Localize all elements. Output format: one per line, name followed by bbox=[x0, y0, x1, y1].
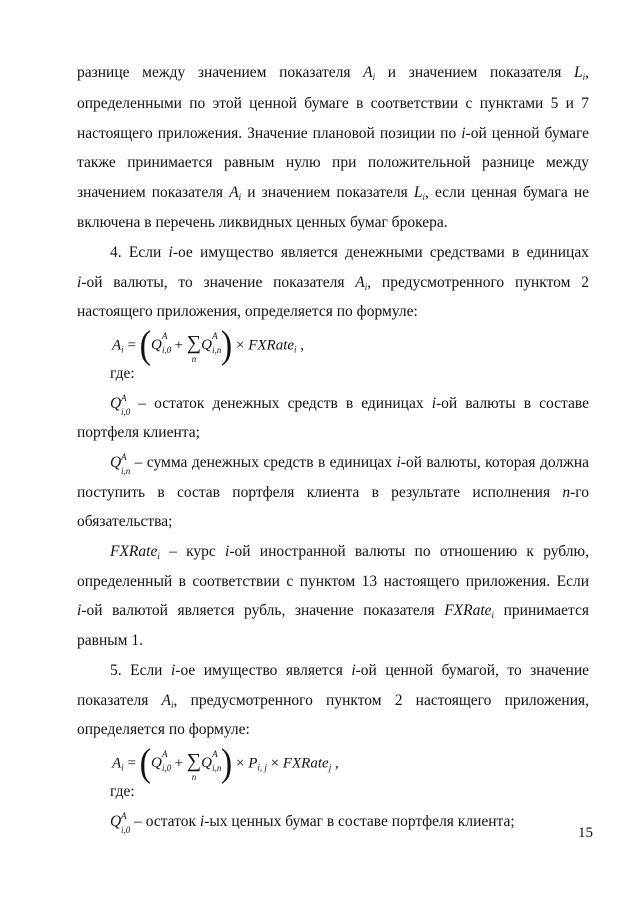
text-line-1: разнице между значением показателя $A_i$ и значением показателя $L_i$, bbox=[77, 64, 590, 82]
paragraph-4-line-3: настоящего приложения, определяется по формуле: bbox=[77, 303, 418, 320]
text-line-6: включена в перечень ликвидных ценных бумаг брокера. bbox=[77, 214, 448, 231]
def-q0-securities: Q A i,0 – остаток i-ых ценных бумаг в составе портфеля клиента; bbox=[110, 811, 515, 835]
def-q0-line-1: Q A i,0 – остаток денежных средств в единицах i-ой валюты в составе bbox=[110, 393, 589, 417]
page-number: 15 bbox=[578, 825, 593, 841]
def-fxrate-line-4: равным 1. bbox=[77, 632, 143, 649]
text-line-3: настоящего приложения. Значение плановой позиции по i-ой ценной бумаге bbox=[77, 125, 589, 142]
text-line-2: определенными по этой ценной бумаге в соответствии с пунктами 5 и 7 bbox=[77, 95, 589, 112]
formula-securities: $A_i = (Q$ A i,0 + ∑ n Q A i,n ) × $P_{i, j}$ × FXRate$_j$ , bbox=[112, 742, 339, 785]
def-fxrate-line-1: FXRate$_i$ – курс i-ой иностранной валюты по отношению к рублю, bbox=[110, 543, 589, 561]
def-fxrate-line-2: определенный в соответствии с пунктом 13 настоящего приложения. Если bbox=[77, 573, 589, 590]
formula-cash: $A_i = (Q$ A i,0 + ∑ n Q A i,n ) × FXRate$_i$ , bbox=[112, 324, 305, 367]
paragraph-5-line-3: определяется по формуле: bbox=[77, 721, 250, 738]
text-line-4: также принимается равным нулю при положительной разнице между bbox=[77, 154, 589, 171]
text-line-5: значением показателя $A_i$ и значением показателя $L_i$, если ценная бумага не bbox=[77, 184, 590, 202]
def-qn-line-3: обязательства; bbox=[77, 513, 173, 530]
paragraph-4-line-1: 4. Если i-ое имущество является денежными средствами в единицах bbox=[110, 244, 589, 261]
def-qn-line-1: Q A i,n – сумма денежных средств в единицах i-ой валюты, которая должна bbox=[110, 452, 589, 476]
where-label-2: где: bbox=[110, 783, 135, 800]
def-qn-line-2: поступить в состав портфеля клиента в результате исполнения n-го bbox=[77, 484, 589, 501]
paragraph-5-line-1: 5. Если i-ое имущество является i-ой ценной бумагой, то значение bbox=[110, 662, 590, 679]
paragraph-4-line-2: i-ой валюты, то значение показателя $A_i$, предусмотренного пунктом 2 bbox=[77, 274, 589, 292]
def-fxrate-line-3: i-ой валютой является рубль, значение показателя FXRate$_i$ принимается bbox=[77, 602, 590, 620]
def-q0-line-2: портфеля клиента; bbox=[77, 424, 200, 441]
where-label-1: где: bbox=[110, 365, 135, 382]
paragraph-5-line-2: показателя $A_i$, предусмотренного пунктом 2 настоящего приложения, bbox=[77, 692, 590, 710]
